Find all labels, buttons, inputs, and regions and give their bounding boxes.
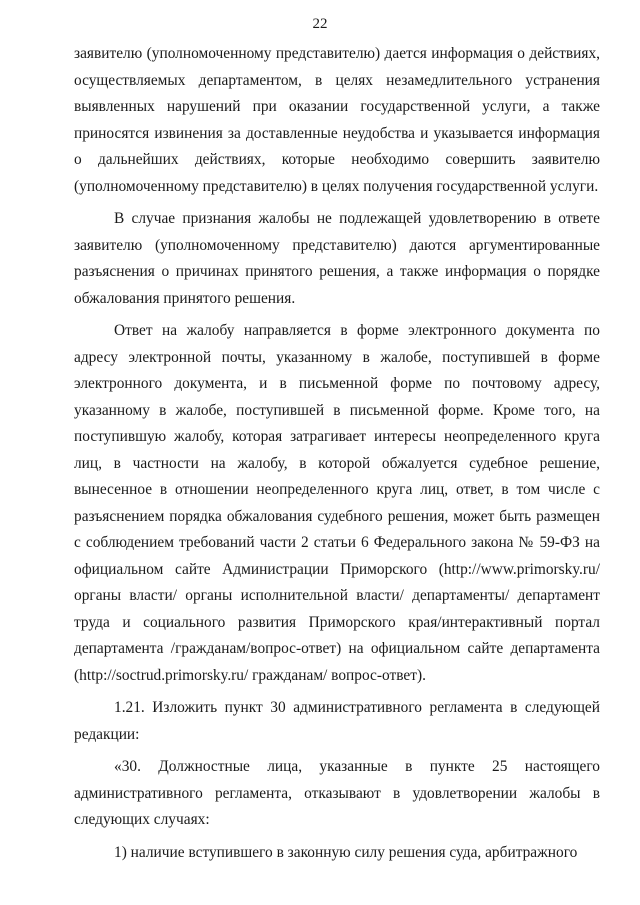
paragraph-answer-delivery: Ответ на жалобу направляется в форме электронного документа по адресу электронной почты, указанному в жалобе, поступившей в форме электронного документа, и в письменной форме по почтовому адресу, указанному в жалобе, поступившей в письменной форме. Кроме того, на поступившую жалобу, которая затрагивает интересы неопределенного круга лиц, в частности на жалобу, в которой обжалуется судебное решение, вынесенное в отношении неопределенного круга лиц, ответ, в том числе с разъяснением порядка обжалования судебного решения, может быть размещен с соблюдением требований части 2 статьи 6 Федерального закона № 59-ФЗ на официальном сайте Администрации Приморского (http://www.primorsky.ru/ органы власти/ органы исполнительной власти/ департаменты/ департамент труда и социального развития Приморского края/интерактивный портал департамента /гражданам/вопрос-ответ) на официальном сайте департамента (http://soctrud.primorsky.ru/ гражданам/ вопрос-ответ). [74,322,600,684]
paragraph-clause-30-item-1: 1) наличие вступившего в законную силу решения суда, арбитражного [114,843,578,861]
paragraph-amendment-1-21: 1.21. Изложить пункт 30 административного регламента в следующей редакции: [74,699,600,743]
paragraph-continuation: заявителю (уполномоченному представителю) дается информация о действиях, осуществляемых департаментом, в целях незамедлительного устранения выявленных нарушений при оказании государственной услуги, а также приносятся извинения за доставленные неудобства и указывается информация о дальнейших действиях, которые необходимо совершить заявителю (уполномоченному представителю) в целях получения государственной услуги. [74,45,600,195]
paragraph-clause-30: «30. Должностные лица, указанные в пункте 25 настоящего административного регламента, отказывают в удовлетворении жалобы в следующих случаях: [74,758,600,828]
document-body [74,41,600,866]
paragraph-rejection-answer: В случае признания жалобы не подлежащей удовлетворению в ответе заявителю (уполномоченному представителю) даются аргументированные разъяснения о причинах принятого решения, а также информация о порядке обжалования принятого решения. [74,210,600,307]
page-number: 22 [312,16,328,32]
